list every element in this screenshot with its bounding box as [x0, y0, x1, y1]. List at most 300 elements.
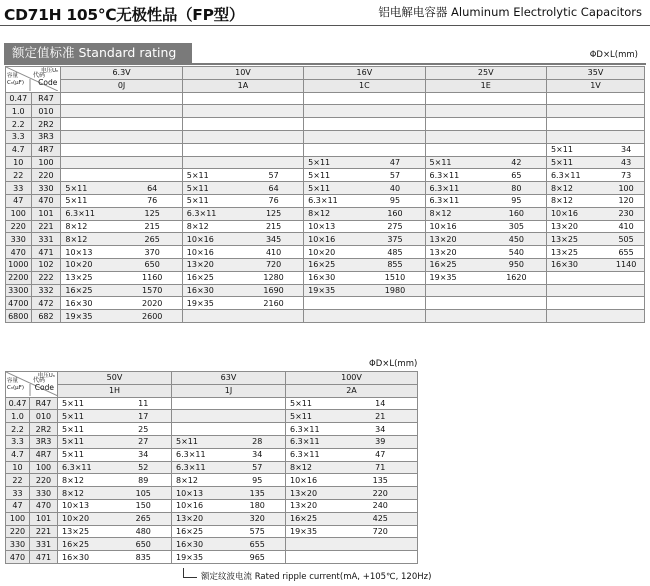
ripple-current-cell: 34 [116, 448, 172, 461]
capacitance-cell: 470 [6, 551, 30, 564]
ripple-current-cell: 2020 [123, 297, 183, 310]
voltage-header: 50V [58, 372, 172, 385]
voltage-code-row [6, 79, 645, 92]
case-size-cell: 6.3×11 [286, 435, 344, 448]
ripple-current-cell [365, 118, 425, 131]
ripple-current-cell: 39 [344, 435, 418, 448]
case-size-cell: 10×13 [304, 220, 366, 233]
case-size-cell: 19×35 [425, 271, 487, 284]
case-size-cell: 6.3×11 [58, 461, 116, 474]
corner-code-cn: 代码 [33, 72, 46, 79]
corner-capacitance-unit: Cₙ(μF) [7, 80, 24, 86]
corner-code-label: Code [38, 78, 58, 87]
ripple-current-cell: 345 [244, 233, 304, 246]
case-size-cell: 6.3×11 [425, 194, 487, 207]
case-size-cell [546, 310, 608, 323]
voltage-code: 0J [61, 79, 182, 92]
cap-code-cell: R47 [31, 92, 61, 105]
table-row [6, 258, 645, 271]
table-row [6, 92, 645, 105]
case-size-cell: 5×11 [58, 423, 116, 436]
capacitance-cell: 1.0 [6, 410, 30, 423]
voltage-code: 2A [286, 384, 418, 397]
voltage-code-row [6, 384, 418, 397]
capacitance-cell: 1.0 [6, 105, 32, 118]
case-size-cell: 13×20 [286, 487, 344, 500]
voltage-code: 1V [546, 79, 644, 92]
case-size-cell [546, 105, 608, 118]
case-size-cell: 10×16 [172, 499, 230, 512]
case-size-cell: 8×12 [425, 207, 487, 220]
table-row [6, 525, 418, 538]
ripple-current-cell: 1620 [487, 271, 547, 284]
footnote: 额定纹波电流 Rated ripple current(mA, +105℃, 120Hz) [201, 572, 432, 582]
ripple-current-cell: 52 [116, 461, 172, 474]
table-row [6, 297, 645, 310]
case-size-cell: 6.3×11 [425, 169, 487, 182]
case-size-cell: 5×11 [58, 397, 116, 410]
ripple-current-cell [123, 156, 183, 169]
capacitance-cell: 10 [6, 156, 32, 169]
ripple-current-cell [123, 105, 183, 118]
case-size-cell [425, 143, 487, 156]
case-size-cell: 8×12 [286, 461, 344, 474]
corner-capacitance-label: 容量 [7, 378, 19, 384]
ripple-current-cell: 100 [608, 182, 644, 195]
table-row [6, 220, 645, 233]
ripple-current-cell: 2600 [123, 310, 183, 323]
case-size-cell: 19×35 [182, 297, 244, 310]
voltage-header: 25V [425, 67, 546, 80]
case-size-cell: 13×20 [546, 220, 608, 233]
ripple-current-cell: 125 [244, 207, 304, 220]
case-size-cell [172, 423, 230, 436]
page-title: CD71H 105℃无极性品（FP型） [4, 6, 245, 24]
capacitance-cell: 470 [6, 246, 32, 259]
case-size-cell: 8×12 [61, 220, 123, 233]
ripple-current-cell [487, 92, 547, 105]
case-size-cell [425, 118, 487, 131]
case-size-cell: 10×13 [172, 487, 230, 500]
cap-code-cell: 682 [31, 310, 61, 323]
ripple-current-cell: 835 [116, 551, 172, 564]
case-size-cell: 13×25 [61, 271, 123, 284]
ripple-current-cell: 1510 [365, 271, 425, 284]
table-corner-cell [6, 372, 58, 398]
capacitance-cell: 220 [6, 525, 30, 538]
case-size-cell: 5×11 [58, 435, 116, 448]
rating-table-high-voltage [5, 371, 418, 564]
case-size-cell: 13×20 [286, 499, 344, 512]
ripple-current-cell: 1160 [123, 271, 183, 284]
case-size-cell: 16×30 [58, 551, 116, 564]
ripple-current-cell [365, 310, 425, 323]
ripple-current-cell [244, 92, 304, 105]
case-size-cell: 13×20 [425, 233, 487, 246]
ripple-current-cell: 95 [230, 474, 286, 487]
case-size-cell [546, 92, 608, 105]
voltage-header: 6.3V [61, 67, 182, 80]
case-size-cell: 6.3×11 [182, 207, 244, 220]
cap-code-cell: 4R7 [30, 448, 58, 461]
cap-code-cell: 101 [30, 512, 58, 525]
case-size-cell [61, 105, 123, 118]
ripple-current-cell [608, 130, 644, 143]
voltage-code: 1J [172, 384, 286, 397]
voltage-header-row [6, 372, 418, 385]
case-size-cell: 16×25 [61, 284, 123, 297]
ripple-current-cell: 275 [365, 220, 425, 233]
ripple-current-cell: 47 [365, 156, 425, 169]
ripple-current-cell: 220 [344, 487, 418, 500]
ripple-current-cell [244, 156, 304, 169]
capacitance-cell: 2200 [6, 271, 32, 284]
cap-code-cell: 102 [31, 258, 61, 271]
case-size-cell [61, 130, 123, 143]
case-size-cell: 10×16 [182, 246, 244, 259]
case-size-cell [182, 310, 244, 323]
case-size-cell: 8×12 [172, 474, 230, 487]
ripple-current-cell [365, 143, 425, 156]
ripple-current-cell: 80 [487, 182, 547, 195]
ripple-current-cell [487, 284, 547, 297]
ripple-current-cell: 34 [230, 448, 286, 461]
case-size-cell: 13×20 [182, 258, 244, 271]
ripple-current-cell: 230 [608, 207, 644, 220]
ripple-current-cell [487, 143, 547, 156]
voltage-header: 16V [304, 67, 425, 80]
table-row [6, 397, 418, 410]
capacitance-cell: 2.2 [6, 423, 30, 436]
case-size-cell [304, 130, 366, 143]
voltage-header: 10V [182, 67, 303, 80]
ripple-current-cell: 265 [116, 512, 172, 525]
case-size-cell: 6.3×11 [172, 461, 230, 474]
case-size-cell [61, 92, 123, 105]
table-row [6, 474, 418, 487]
ripple-current-cell [230, 410, 286, 423]
case-size-cell: 13×25 [546, 246, 608, 259]
ripple-current-cell: 21 [344, 410, 418, 423]
table-row [6, 310, 645, 323]
cap-code-cell: 101 [31, 207, 61, 220]
capacitance-cell: 1000 [6, 258, 32, 271]
table-row [6, 461, 418, 474]
ripple-current-cell [244, 310, 304, 323]
case-size-cell: 5×11 [286, 410, 344, 423]
voltage-code: 1E [425, 79, 546, 92]
case-size-cell [304, 105, 366, 118]
table-row [6, 423, 418, 436]
case-size-cell: 8×12 [61, 233, 123, 246]
ripple-current-cell [365, 105, 425, 118]
case-size-cell [546, 284, 608, 297]
table-row [6, 143, 645, 156]
ripple-current-cell: 71 [344, 461, 418, 474]
ripple-current-cell [244, 105, 304, 118]
ripple-current-cell [123, 169, 183, 182]
cap-code-cell: 220 [31, 169, 61, 182]
ripple-current-cell: 150 [116, 499, 172, 512]
table-row [6, 246, 645, 259]
cap-code-cell: 3R3 [30, 435, 58, 448]
table-row [6, 233, 645, 246]
ripple-current-cell: 650 [116, 538, 172, 551]
case-size-cell: 16×30 [304, 271, 366, 284]
ripple-current-cell [123, 118, 183, 131]
ripple-current-cell [123, 143, 183, 156]
ripple-current-cell [487, 130, 547, 143]
page-subtitle: 铝电解电容器 Aluminum Electrolytic Capacitors [378, 5, 642, 19]
case-size-cell: 5×11 [425, 156, 487, 169]
ripple-current-cell: 655 [608, 246, 644, 259]
ripple-current-cell: 65 [487, 169, 547, 182]
table-row [6, 194, 645, 207]
voltage-header: 63V [172, 372, 286, 385]
cap-code-cell: 330 [31, 182, 61, 195]
case-size-cell [172, 397, 230, 410]
ripple-current-cell: 73 [608, 169, 644, 182]
case-size-cell [304, 297, 366, 310]
capacitance-cell: 3.3 [6, 130, 32, 143]
ripple-current-cell: 655 [230, 538, 286, 551]
ripple-current-cell [608, 284, 644, 297]
case-size-cell [61, 118, 123, 131]
ripple-current-cell: 215 [123, 220, 183, 233]
table-row [6, 512, 418, 525]
case-size-cell [61, 169, 123, 182]
ripple-current-cell [487, 118, 547, 131]
case-size-cell [304, 92, 366, 105]
case-size-cell [304, 143, 366, 156]
ripple-current-cell: 47 [344, 448, 418, 461]
case-size-cell: 10×13 [61, 246, 123, 259]
case-size-cell [172, 410, 230, 423]
case-size-cell: 16×25 [286, 512, 344, 525]
ripple-current-cell: 320 [230, 512, 286, 525]
ripple-current-cell: 76 [244, 194, 304, 207]
corner-code-cn: 代码 [33, 377, 46, 384]
case-size-cell [425, 130, 487, 143]
case-size-cell: 5×11 [304, 156, 366, 169]
voltage-code: 1A [182, 79, 303, 92]
case-size-cell: 5×11 [58, 410, 116, 423]
case-size-cell [425, 105, 487, 118]
ripple-current-cell: 57 [244, 169, 304, 182]
ripple-current-cell: 425 [344, 512, 418, 525]
corner-capacitance-label: 容量 [7, 73, 19, 79]
case-size-cell [182, 105, 244, 118]
capacitance-cell: 0.47 [6, 397, 30, 410]
case-size-cell [286, 551, 344, 564]
capacitance-cell: 0.47 [6, 92, 32, 105]
ripple-current-cell: 180 [230, 499, 286, 512]
table-row [6, 410, 418, 423]
case-size-cell: 5×11 [304, 169, 366, 182]
capacitance-cell: 47 [6, 499, 30, 512]
ripple-current-cell: 305 [487, 220, 547, 233]
capacitance-cell: 22 [6, 474, 30, 487]
ripple-current-cell [365, 297, 425, 310]
case-size-cell: 19×35 [286, 525, 344, 538]
cap-code-cell: 222 [31, 271, 61, 284]
ripple-current-cell [608, 271, 644, 284]
capacitance-cell: 330 [6, 233, 32, 246]
table-row [6, 284, 645, 297]
header-divider [0, 25, 650, 26]
capacitance-cell: 47 [6, 194, 32, 207]
ripple-current-cell: 375 [365, 233, 425, 246]
ripple-current-cell: 240 [344, 499, 418, 512]
ripple-current-cell: 89 [116, 474, 172, 487]
ripple-current-cell: 370 [123, 246, 183, 259]
case-size-cell: 16×25 [182, 271, 244, 284]
table-row [6, 538, 418, 551]
ripple-current-cell: 410 [244, 246, 304, 259]
case-size-cell [425, 92, 487, 105]
case-size-cell: 16×25 [58, 538, 116, 551]
ripple-current-cell [487, 105, 547, 118]
corner-voltage-label: 电压Uₙ [41, 68, 59, 74]
capacitance-cell: 330 [6, 538, 30, 551]
ripple-current-cell: 34 [608, 143, 644, 156]
cap-code-cell: 100 [31, 156, 61, 169]
case-size-cell: 10×16 [286, 474, 344, 487]
rating-table-low-voltage [5, 66, 645, 323]
ripple-current-cell: 505 [608, 233, 644, 246]
case-size-cell: 10×16 [546, 207, 608, 220]
ripple-current-cell: 650 [123, 258, 183, 271]
table-corner-cell [6, 67, 61, 93]
case-size-cell: 10×20 [61, 258, 123, 271]
ripple-current-cell [608, 105, 644, 118]
ripple-current-cell: 11 [116, 397, 172, 410]
ripple-current-cell: 43 [608, 156, 644, 169]
section-title: 额定值标准 Standard rating [4, 43, 192, 63]
cap-code-cell: 221 [30, 525, 58, 538]
voltage-header: 100V [286, 372, 418, 385]
ripple-current-cell: 17 [116, 410, 172, 423]
case-size-cell: 5×11 [546, 143, 608, 156]
case-size-cell [425, 310, 487, 323]
capacitance-cell: 33 [6, 487, 30, 500]
ripple-current-cell: 265 [123, 233, 183, 246]
ripple-current-cell [244, 143, 304, 156]
table-row [6, 156, 645, 169]
ripple-current-cell: 1140 [608, 258, 644, 271]
case-size-cell: 8×12 [546, 182, 608, 195]
capacitance-cell: 33 [6, 182, 32, 195]
ripple-current-cell [365, 92, 425, 105]
capacitance-cell: 100 [6, 207, 32, 220]
table-row [6, 105, 645, 118]
capacitance-cell: 10 [6, 461, 30, 474]
ripple-current-cell: 135 [344, 474, 418, 487]
table-row [6, 182, 645, 195]
ripple-current-cell [244, 118, 304, 131]
table-row [6, 435, 418, 448]
capacitance-cell: 2.2 [6, 118, 32, 131]
ripple-current-cell: 160 [365, 207, 425, 220]
case-size-cell: 13×20 [172, 512, 230, 525]
case-size-cell [425, 297, 487, 310]
ripple-current-cell: 950 [487, 258, 547, 271]
ripple-current-cell: 160 [487, 207, 547, 220]
ripple-current-cell: 57 [230, 461, 286, 474]
ripple-current-cell: 485 [365, 246, 425, 259]
voltage-header: 35V [546, 67, 644, 80]
case-size-cell: 10×13 [58, 499, 116, 512]
dimension-unit-note: ΦD×L(mm) [369, 359, 418, 369]
cap-code-cell: R47 [30, 397, 58, 410]
case-size-cell: 5×11 [61, 182, 123, 195]
case-size-cell: 13×25 [58, 525, 116, 538]
capacitance-cell: 4.7 [6, 143, 32, 156]
case-size-cell: 5×11 [172, 435, 230, 448]
ripple-current-cell: 105 [116, 487, 172, 500]
case-size-cell: 8×12 [182, 220, 244, 233]
ripple-current-cell: 42 [487, 156, 547, 169]
voltage-code: 1C [304, 79, 425, 92]
cap-code-cell: 221 [31, 220, 61, 233]
cap-code-cell: 3R3 [31, 130, 61, 143]
corner-code-label: Code [34, 383, 54, 392]
case-size-cell: 6.3×11 [172, 448, 230, 461]
case-size-cell: 19×35 [172, 551, 230, 564]
ripple-current-cell: 720 [344, 525, 418, 538]
capacitance-cell: 100 [6, 512, 30, 525]
case-size-cell [546, 297, 608, 310]
cap-code-cell: 220 [30, 474, 58, 487]
ripple-current-cell: 540 [487, 246, 547, 259]
case-size-cell [182, 130, 244, 143]
ripple-current-cell: 575 [230, 525, 286, 538]
cap-code-cell: 010 [31, 105, 61, 118]
case-size-cell: 16×25 [425, 258, 487, 271]
ripple-current-cell [608, 297, 644, 310]
ripple-current-cell [365, 130, 425, 143]
ripple-current-cell: 95 [365, 194, 425, 207]
case-size-cell: 8×12 [58, 487, 116, 500]
corner-voltage-label: 电压Uₙ [37, 373, 55, 379]
voltage-code: 1H [58, 384, 172, 397]
ripple-current-cell [608, 92, 644, 105]
corner-capacitance-unit: Cₙ(μF) [7, 385, 24, 391]
ripple-current-cell: 1280 [244, 271, 304, 284]
case-size-cell: 19×35 [304, 284, 366, 297]
ripple-current-cell: 215 [244, 220, 304, 233]
case-size-cell: 8×12 [304, 207, 366, 220]
table-row [6, 118, 645, 131]
case-size-cell: 6.3×11 [61, 207, 123, 220]
ripple-current-cell: 125 [123, 207, 183, 220]
cap-code-cell: 471 [31, 246, 61, 259]
ripple-current-cell: 1980 [365, 284, 425, 297]
table-row [6, 130, 645, 143]
cap-code-cell: 010 [30, 410, 58, 423]
case-size-cell [182, 143, 244, 156]
case-size-cell: 5×11 [286, 397, 344, 410]
ripple-current-cell: 64 [244, 182, 304, 195]
capacitance-cell: 3.3 [6, 435, 30, 448]
cap-code-cell: 470 [31, 194, 61, 207]
ripple-current-cell: 25 [116, 423, 172, 436]
capacitance-cell: 220 [6, 220, 32, 233]
ripple-current-cell: 14 [344, 397, 418, 410]
capacitance-cell: 22 [6, 169, 32, 182]
case-size-cell [182, 92, 244, 105]
case-size-cell: 10×16 [182, 233, 244, 246]
